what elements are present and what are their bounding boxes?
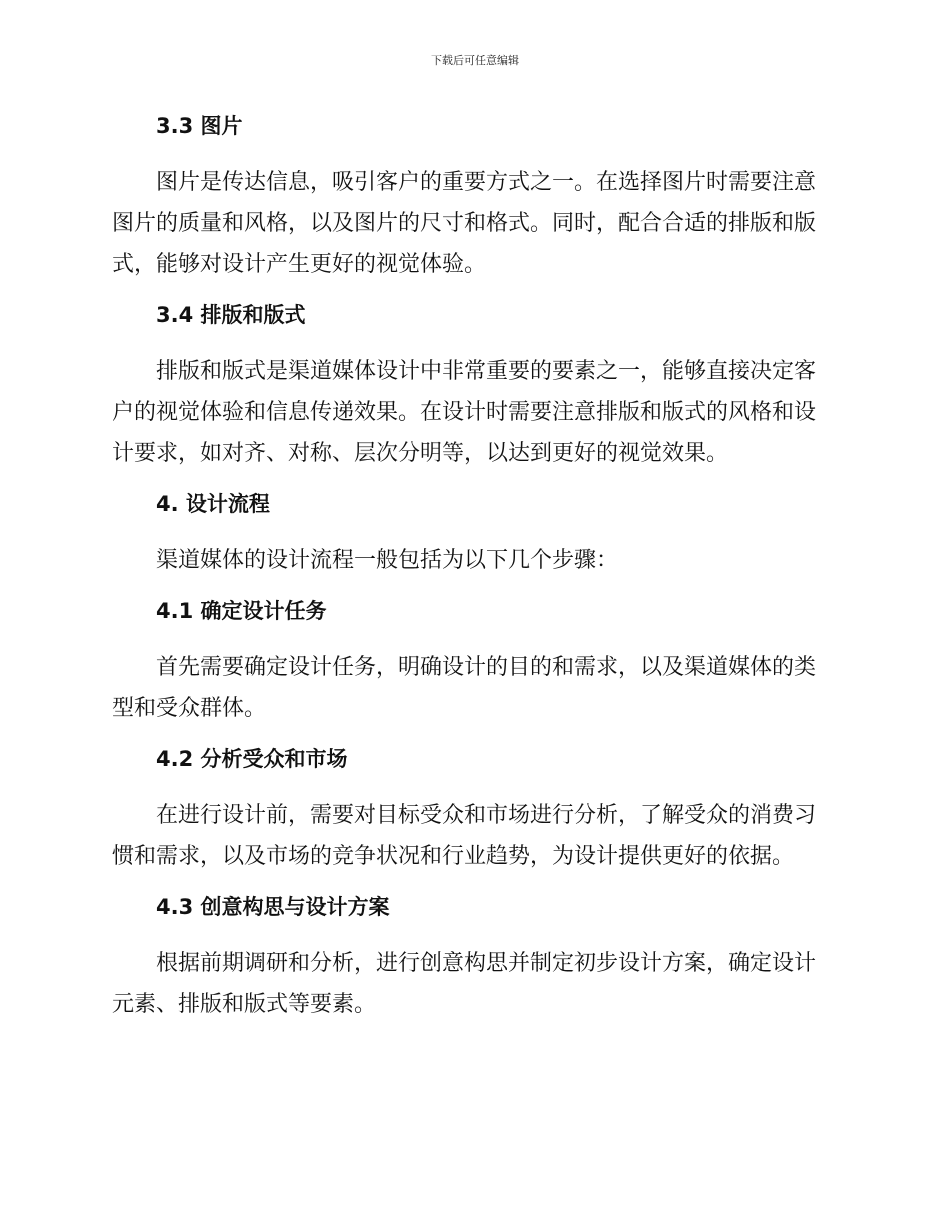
section-heading-3-4: 3.4 排版和版式 (156, 303, 306, 327)
section-heading-4-2: 4.2 分析受众和市场 (156, 747, 348, 771)
section-body-4-1: 首先需要确定设计任务，明确设计的目的和需求，以及渠道媒体的类型和受众群体。 (112, 655, 817, 721)
section-body-4-2: 在进行设计前，需要对目标受众和市场进行分析，了解受众的消费习惯和需求，以及市场的竞争状况和行业趋势，为设计提供更好的依据。 (112, 803, 817, 869)
section-body-3-3: 图片是传达信息，吸引客户的重要方式之一。在选择图片时需要注意图片的质量和风格，以及图片的尺寸和格式。同时，配合合适的排版和版式，能够对设计产生更好的视觉体验。 (112, 170, 817, 277)
section-heading-4: 4. 设计流程 (156, 492, 270, 516)
section-heading-4-1: 4.1 确定设计任务 (156, 599, 327, 623)
section-body-4: 渠道媒体的设计流程一般包括为以下几个步骤： (156, 548, 619, 573)
page-header: 下载后可任意编辑 (431, 54, 519, 67)
page-content (112, 110, 832, 1025)
section-body-3-4: 排版和版式是渠道媒体设计中非常重要的要素之一，能够直接决定客户的视觉体验和信息传递效果。在设计时需要注意排版和版式的风格和设计要求，如对齐、对称、层次分明等，以达到更好的视觉效果。 (112, 359, 817, 466)
section-heading-3-3: 3.3 图片 (156, 114, 243, 138)
section-body-4-3: 根据前期调研和分析，进行创意构思并制定初步设计方案，确定设计元素、排版和版式等要素。 (112, 951, 817, 1017)
section-heading-4-3: 4.3 创意构思与设计方案 (156, 895, 390, 919)
